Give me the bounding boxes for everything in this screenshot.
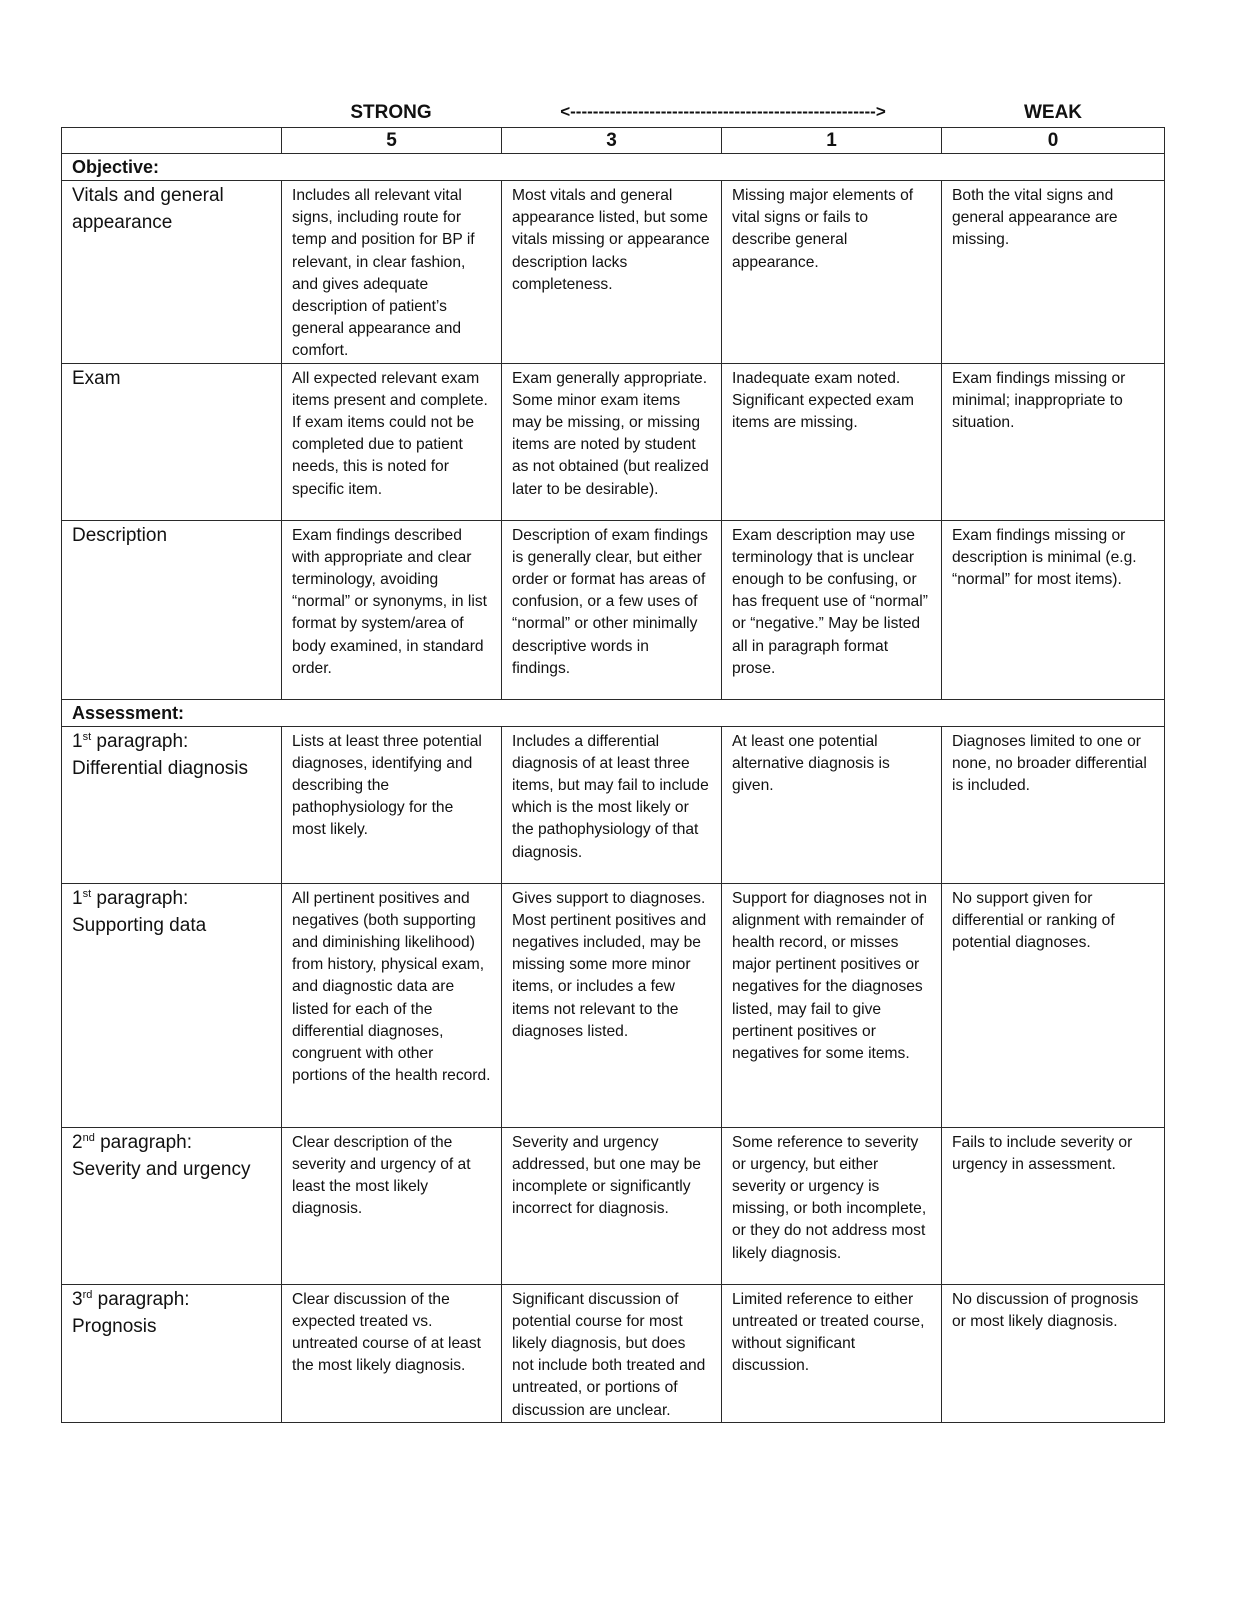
criterion-text: paragraph:	[92, 1288, 190, 1310]
section-objective: Objective:	[62, 154, 1165, 181]
rubric-cell: Clear discussion of the expected treated vs. untreated course of at least the most likely diagnosis.	[282, 1284, 502, 1422]
rubric-cell: Gives support to diagnoses. Most pertinent positives and negatives included, may be missing some more minor items, or includes a few items not relevant to the diagnoses listed.	[502, 883, 722, 1127]
table-row	[62, 363, 1165, 520]
criterion-number: 3	[72, 1288, 83, 1310]
rubric-cell: Clear description of the severity and urgency of at least the most likely diagnosis.	[282, 1127, 502, 1284]
table-row	[62, 1284, 1165, 1422]
table-row	[62, 726, 1165, 883]
criterion-text: paragraph:	[94, 1131, 193, 1153]
rubric-cell: Significant discussion of potential course for most likely diagnosis, but does not include both treated and untreated, or portions of discussion are unclear.	[502, 1284, 722, 1422]
table-row	[62, 181, 1165, 364]
rubric-cell: Missing major elements of vital signs or fails to describe general appearance.	[722, 181, 942, 364]
criterion-text: Exam	[72, 367, 121, 389]
rubric-cell: Most vitals and general appearance listed, but some vitals missing or appearance description lacks completeness.	[502, 181, 722, 364]
criterion-number: 1	[72, 730, 83, 752]
criterion-exam	[62, 363, 282, 520]
criterion-text: Prognosis	[72, 1315, 157, 1337]
criterion-text: paragraph:	[91, 730, 189, 752]
rubric-cell: Includes a differential diagnosis of at least three items, but may fail to include which is the most likely or the pathophysiology of that diagnosis.	[502, 726, 722, 883]
rubric-cell: Severity and urgency addressed, but one may be incomplete or significantly incorrect for diagnosis.	[502, 1127, 722, 1284]
rubric-cell: Description of exam findings is generally clear, but either order or format has areas of confusion, or a few uses of “normal” or other minimally descriptive words in findings.	[502, 520, 722, 699]
rubric-cell: Exam generally appropriate. Some minor exam items may be missing, or missing items are noted by student as not obtained (but realized later to be desirable).	[502, 363, 722, 520]
rubric-cell: Exam findings missing or minimal; inappropriate to situation.	[942, 363, 1165, 520]
criterion-ordinal: st	[82, 887, 92, 900]
rubric-cell: No support given for differential or ranking of potential diagnoses.	[942, 883, 1165, 1127]
score-1: 1	[722, 128, 942, 154]
rubric-cell: Limited reference to either untreated or treated course, without significant discussion.	[722, 1284, 942, 1422]
table-row	[62, 1127, 1165, 1284]
table-row	[62, 520, 1165, 699]
rubric-table	[61, 127, 1165, 1423]
criterion-header-cell	[62, 128, 282, 154]
criterion-ordinal: rd	[82, 1288, 93, 1301]
rubric-cell: Exam findings described with appropriate and clear terminology, avoiding “normal” or synonyms, in list format by system/area of body examined, in standard order.	[282, 520, 502, 699]
rubric-cell: Exam findings missing or description is minimal (e.g. “normal” for most items).	[942, 520, 1165, 699]
rubric-cell: No discussion of prognosis or most likely diagnosis.	[942, 1284, 1165, 1422]
criterion-text: paragraph:	[91, 887, 189, 909]
criterion-number: 2	[72, 1131, 83, 1153]
criterion-ordinal: nd	[82, 1131, 95, 1144]
rubric-cell: All expected relevant exam items present and complete. If exam items could not be completed due to patient needs, this is noted for specific item.	[282, 363, 502, 520]
rubric-cell: All pertinent positives and negatives (both supporting and diminishing likelihood) from history, physical exam, and diagnostic data are listed for each of the differential diagnoses, congruent with other portions of the health record.	[282, 883, 502, 1127]
rubric-cell: At least one potential alternative diagnosis is given.	[722, 726, 942, 883]
scale-header	[61, 100, 1163, 126]
weak-label: WEAK	[1023, 102, 1083, 123]
section-assessment-row	[62, 699, 1165, 726]
score-header-row	[62, 128, 1165, 154]
criterion-prognosis	[62, 1284, 282, 1422]
rubric-cell: Inadequate exam noted. Significant expected exam items are missing.	[722, 363, 942, 520]
table-row	[62, 883, 1165, 1127]
rubric-cell: Fails to include severity or urgency in assessment.	[942, 1127, 1165, 1284]
criterion-vitals	[62, 181, 282, 364]
criterion-ordinal: st	[82, 730, 92, 743]
rubric-cell: Exam description may use terminology that is unclear enough to be confusing, or has frequent use of “normal” or “negative.” May be listed all in paragraph format prose.	[722, 520, 942, 699]
rubric-cell: Includes all relevant vital signs, including route for temp and position for BP if relevant, in clear fashion, and gives adequate description of patient’s general appearance and comfort.	[282, 181, 502, 364]
strong-label: STRONG	[350, 102, 432, 123]
rubric-cell: Diagnoses limited to one or none, no broader differential is included.	[942, 726, 1165, 883]
score-5: 5	[282, 128, 502, 154]
criterion-differential-diagnosis	[62, 726, 282, 883]
rubric-cell: Support for diagnoses not in alignment with remainder of health record, or misses major pertinent positives or negatives for the diagnoses listed, may fail to give pertinent positives or negatives for some items.	[722, 883, 942, 1127]
rubric-cell: Lists at least three potential diagnoses, identifying and describing the pathophysiology for the most likely.	[282, 726, 502, 883]
criterion-text: Description	[72, 524, 168, 546]
criterion-supporting-data	[62, 883, 282, 1127]
rubric-cell: Both the vital signs and general appearance are missing.	[942, 181, 1165, 364]
criterion-text: Supporting data	[72, 914, 207, 936]
criterion-text: Vitals and general	[72, 185, 224, 206]
section-objective-row	[62, 154, 1165, 181]
criterion-description	[62, 520, 282, 699]
scale-arrow: <------------------------------------------------------>	[560, 102, 886, 121]
criterion-text: Differential diagnosis	[72, 757, 249, 779]
criterion-severity-urgency	[62, 1127, 282, 1284]
rubric-cell: Some reference to severity or urgency, but either severity or urgency is missing, or both incomplete, or they do not address most likely diagnosis.	[722, 1127, 942, 1284]
section-assessment: Assessment:	[62, 699, 1165, 726]
criterion-number: 1	[72, 887, 83, 909]
score-3: 3	[502, 128, 722, 154]
score-0: 0	[942, 128, 1165, 154]
criterion-text: Severity and urgency	[72, 1158, 251, 1180]
criterion-text: appearance	[72, 212, 173, 233]
